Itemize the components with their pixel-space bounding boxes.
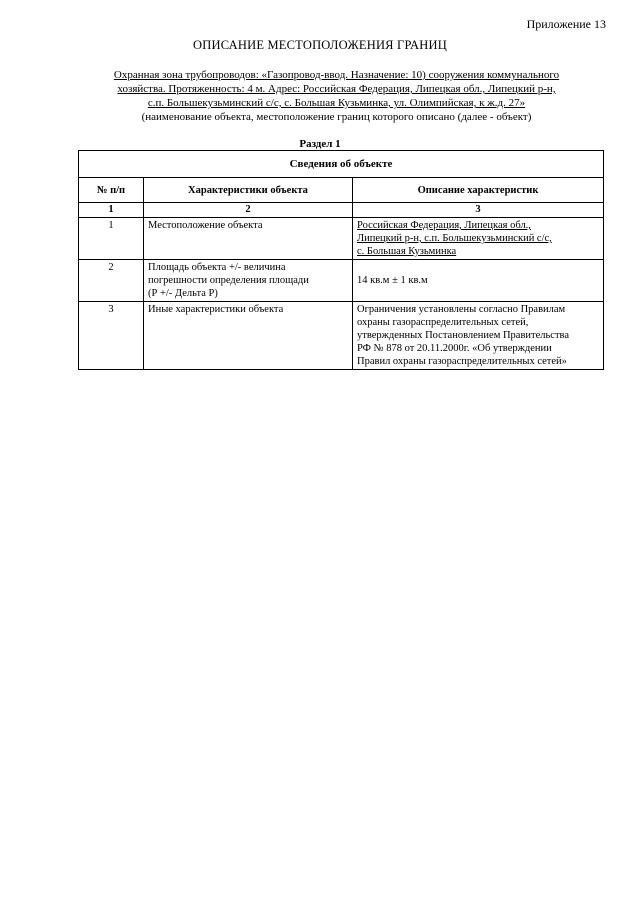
column-number-1: 1	[79, 203, 144, 218]
table-column-numbers-row	[79, 203, 604, 218]
row-number: 2	[79, 260, 144, 302]
row-characteristic: Местоположение объекта	[144, 218, 353, 260]
column-header-characteristic: Характеристики объекта	[144, 178, 353, 203]
description-line: Липецкий р-н, с.п. Большекузьминский с/с,	[357, 233, 552, 244]
row-characteristic	[144, 260, 353, 302]
description-line: Российская Федерация, Липецкая обл.,	[357, 220, 531, 231]
column-header-number: № п/п	[79, 178, 144, 203]
object-note: (наименование объекта, местоположение границ которого описано (далее - объект)	[141, 111, 532, 123]
table-row	[79, 260, 604, 302]
description-line: с. Большая Кузьминка	[357, 246, 457, 257]
row-description	[353, 218, 604, 260]
object-line-1: Охранная зона трубопроводов: «Газопровод-ввод. Назначение: 10) сооружения коммунального	[113, 69, 560, 81]
column-header-description: Описание характеристик	[353, 178, 604, 203]
row-characteristic: Иные характеристики объекта	[144, 302, 353, 370]
row-description	[353, 302, 604, 370]
object-description	[78, 68, 595, 124]
characteristic-line: Площадь объекта +/- величина	[148, 262, 286, 273]
characteristic-line: погрешности определения площади	[148, 275, 309, 286]
description-line: Ограничения установлены согласно Правилам	[357, 304, 566, 315]
object-line-3: с.п. Большекузьминский с/с, с. Большая Кузьминка, ул. Олимпийская, к ж.д. 27»	[147, 97, 526, 109]
row-number: 1	[79, 218, 144, 260]
description-line: охраны газораспределительных сетей,	[357, 317, 529, 328]
object-info-table	[78, 150, 604, 370]
table-row	[79, 302, 604, 370]
table-row	[79, 218, 604, 260]
table-caption-row	[79, 151, 604, 178]
table-header-row	[79, 178, 604, 203]
characteristic-line: (Р +/- Дельта Р)	[148, 288, 218, 299]
page-title: ОПИСАНИЕ МЕСТОПОЛОЖЕНИЯ ГРАНИЦ	[193, 38, 447, 52]
appendix-label: Приложение 13	[526, 17, 606, 31]
object-line-2: хозяйства. Протяженность: 4 м. Адрес: Российская Федерация, Липецкая обл., Липецкий р-н,	[117, 83, 556, 95]
description-line: утвержденных Постановлением Правительства	[357, 330, 570, 341]
column-number-3: 3	[353, 203, 604, 218]
description-line: Правил охраны газораспределительных сетей»	[357, 356, 567, 367]
table-caption: Сведения об объекте	[79, 151, 604, 178]
section-title: Раздел 1	[299, 138, 341, 150]
row-description: 14 кв.м ± 1 кв.м	[353, 260, 604, 302]
column-number-2: 2	[144, 203, 353, 218]
description-line: РФ № 878 от 20.11.2000г. «Об утверждении	[357, 343, 552, 354]
row-number: 3	[79, 302, 144, 370]
